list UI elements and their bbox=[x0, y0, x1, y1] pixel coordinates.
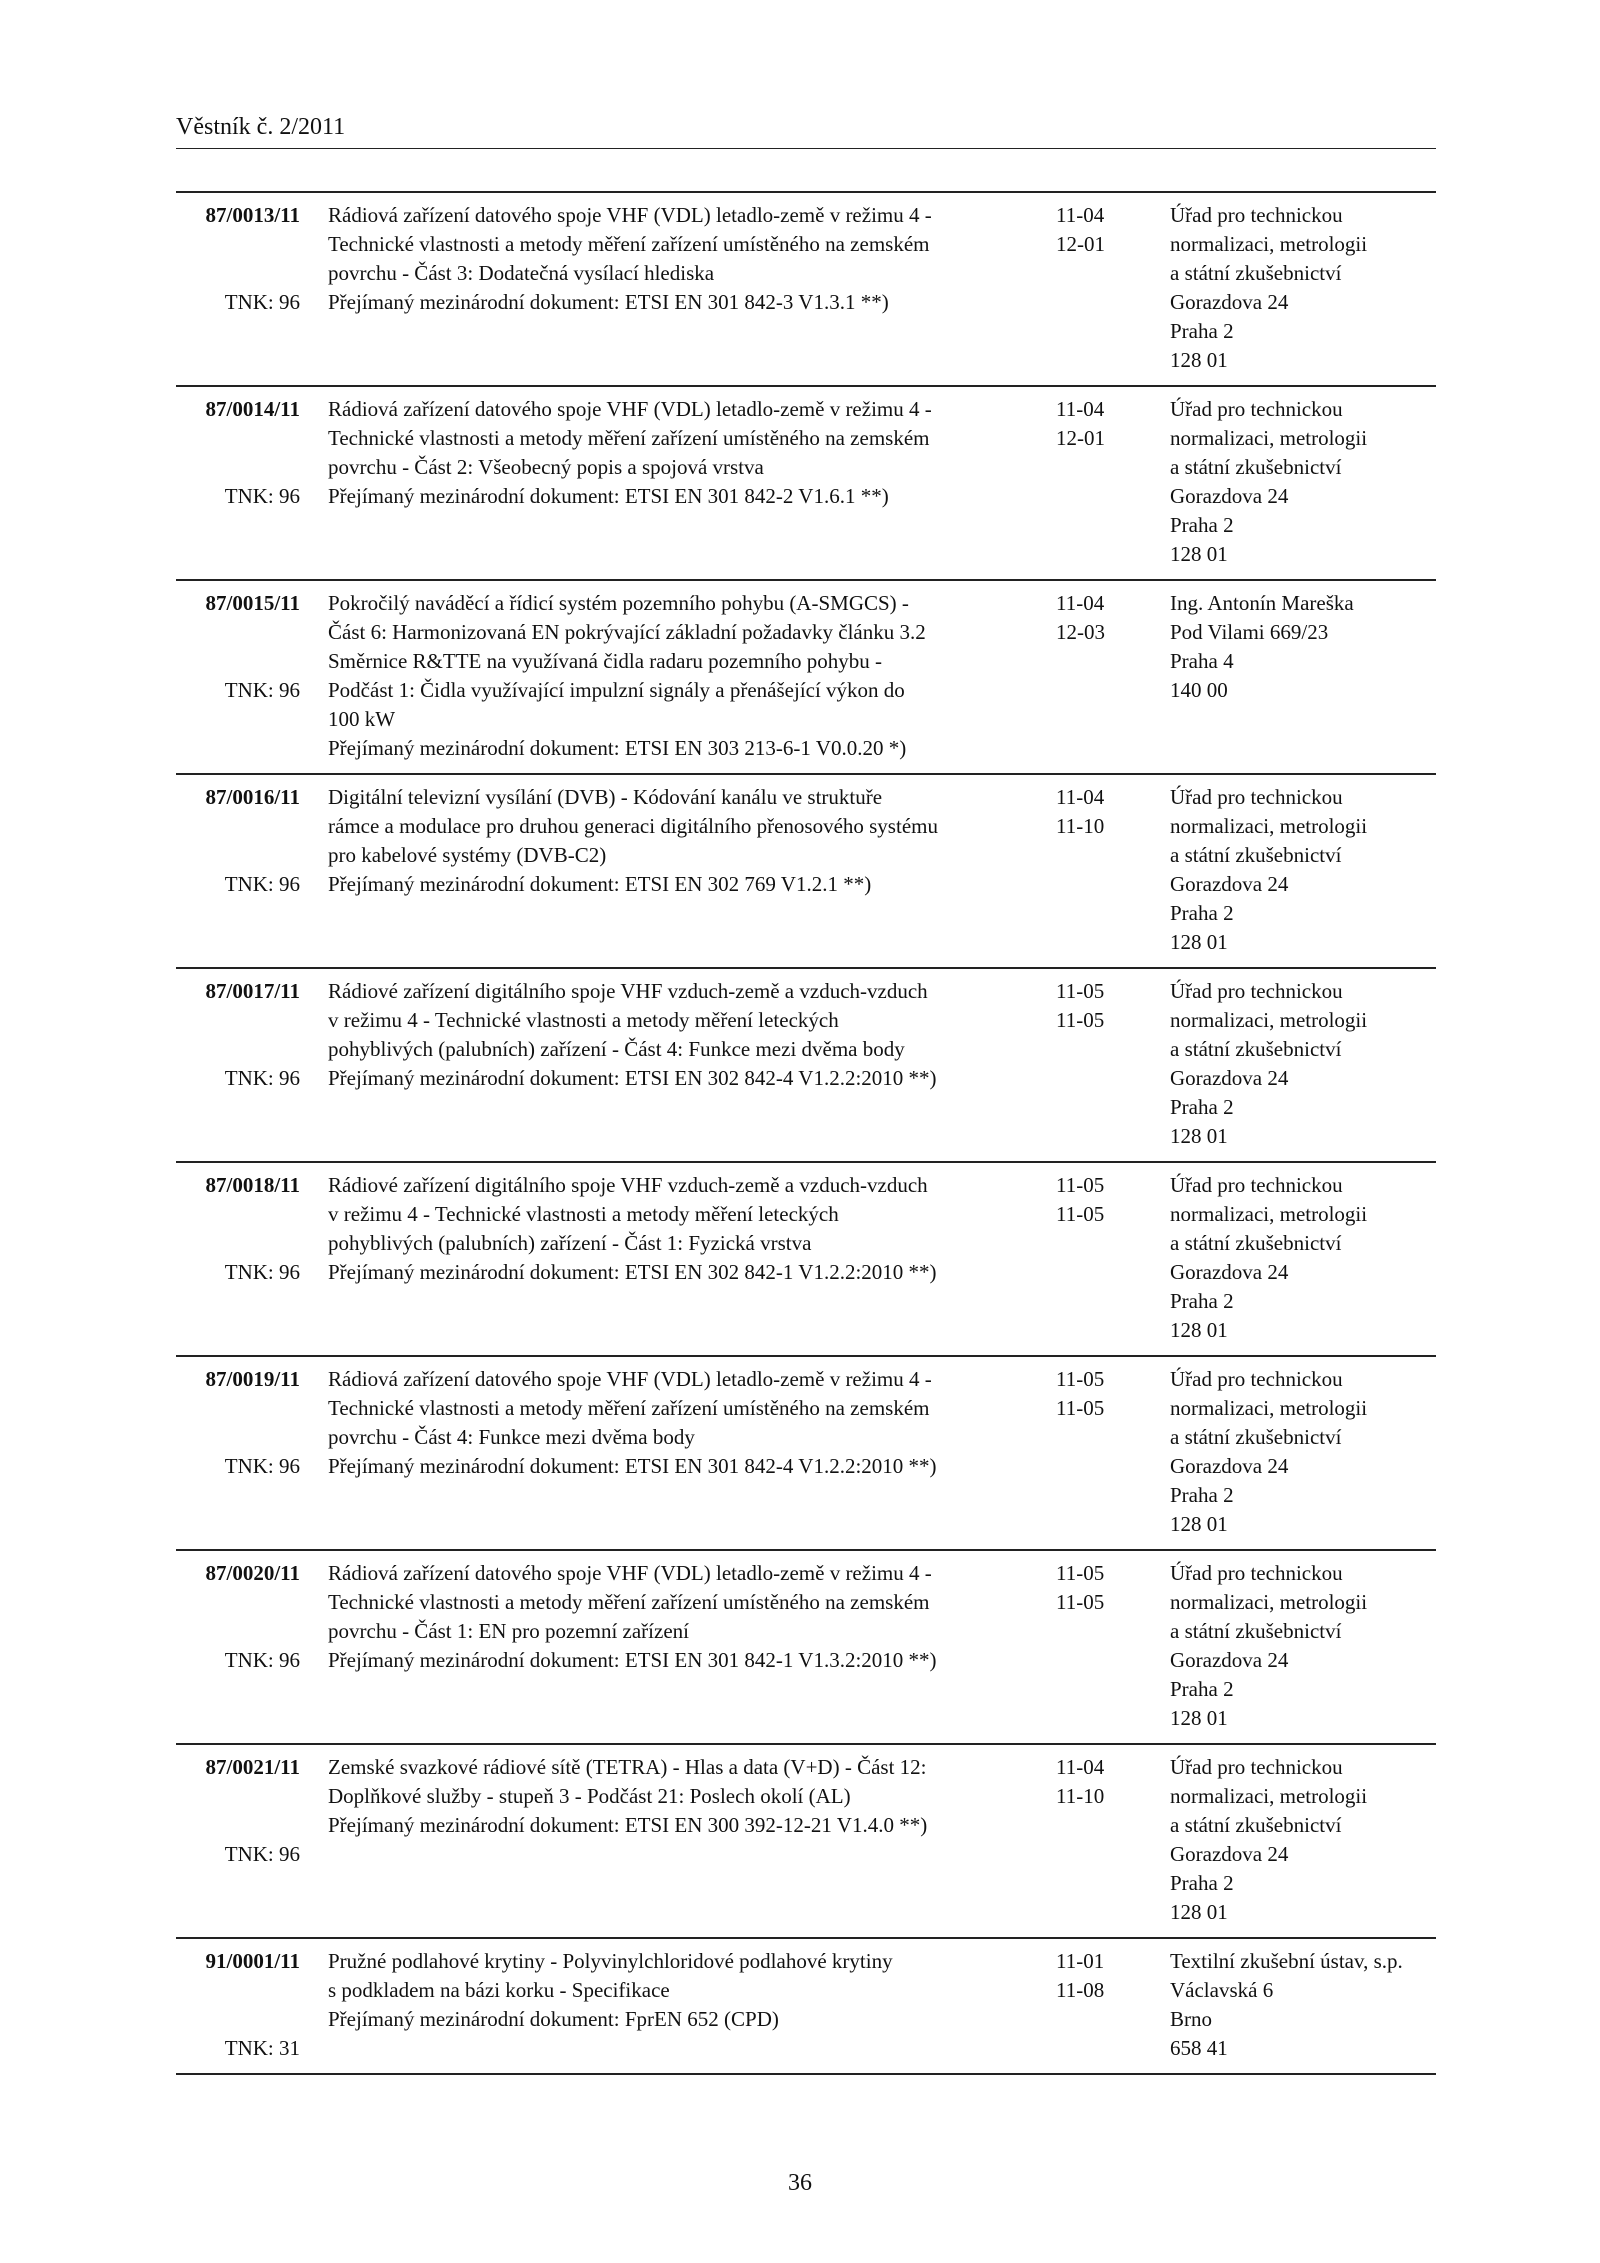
description-cell bbox=[328, 1947, 1048, 2034]
registration-number: 87/0019/11 bbox=[205, 1367, 300, 1391]
date-value: 11-05 bbox=[1056, 979, 1105, 1003]
description-line: Rádiové zařízení digitálního spoje VHF vzduch-země a vzduch-vzduch bbox=[328, 979, 928, 1003]
organization-line: Úřad pro technickou bbox=[1170, 397, 1343, 421]
description-cell bbox=[328, 1559, 1048, 1675]
organization-line: a státní zkušebnictví bbox=[1170, 1813, 1342, 1837]
description-line: pohyblivých (palubních) zařízení - Část 1: Fyzická vrstva bbox=[328, 1231, 812, 1255]
table-row bbox=[176, 775, 1436, 969]
organization-line: normalizaci, metrologii bbox=[1170, 426, 1368, 450]
entry-id-cell bbox=[176, 395, 300, 569]
organization-line: Praha 2 bbox=[1170, 1483, 1234, 1507]
entry-id-cell bbox=[176, 1753, 300, 1927]
organization-cell bbox=[1170, 1171, 1436, 1345]
description-line: Přejímaný mezinárodní dokument: ETSI EN 300 392-12-21 V1.4.0 **) bbox=[328, 1813, 928, 1837]
description-line: Zemské svazkové rádiové sítě (TETRA) - Hlas a data (V+D) - Část 12: bbox=[328, 1755, 927, 1779]
organization-line: Úřad pro technickou bbox=[1170, 1173, 1343, 1197]
organization-line: a státní zkušebnictví bbox=[1170, 1619, 1342, 1643]
description-line: Doplňkové služby - stupeň 3 - Podčást 21: Poslech okolí (AL) bbox=[328, 1784, 851, 1808]
table-row bbox=[176, 193, 1436, 387]
table-row bbox=[176, 1163, 1436, 1357]
date-value: 11-04 bbox=[1056, 591, 1105, 615]
description-line: Technické vlastnosti a metody měření zařízení umístěného na zemském bbox=[328, 1590, 930, 1614]
entry-id-cell bbox=[176, 1171, 300, 1345]
table-row bbox=[176, 1939, 1436, 2075]
organization-line: Gorazdova 24 bbox=[1170, 1260, 1289, 1284]
date-value: 11-04 bbox=[1056, 203, 1105, 227]
date-value: 11-05 bbox=[1056, 1173, 1105, 1197]
description-line: Rádiová zařízení datového spoje VHF (VDL) letadlo-země v režimu 4 - bbox=[328, 203, 932, 227]
date-value: 12-03 bbox=[1056, 620, 1105, 644]
description-cell bbox=[328, 1753, 1048, 1840]
page-title: Věstník č. 2/2011 bbox=[176, 114, 346, 140]
date-value: 11-10 bbox=[1056, 1784, 1105, 1808]
organization-line: 140 00 bbox=[1170, 678, 1228, 702]
description-line: Část 6: Harmonizovaná EN pokrývající základní požadavky článku 3.2 bbox=[328, 620, 926, 644]
description-cell bbox=[328, 589, 1048, 763]
organization-line: Praha 4 bbox=[1170, 649, 1234, 673]
tnk-label: TNK: 96 bbox=[224, 1648, 300, 1672]
registration-number: 87/0017/11 bbox=[205, 979, 300, 1003]
entry-id-cell bbox=[176, 1947, 300, 2063]
description-line: Přejímaný mezinárodní dokument: FprEN 652 (CPD) bbox=[328, 2007, 779, 2031]
description-line: Rádiová zařízení datového spoje VHF (VDL) letadlo-země v režimu 4 - bbox=[328, 1561, 932, 1585]
date-value: 11-04 bbox=[1056, 397, 1105, 421]
description-line: povrchu - Část 1: EN pro pozemní zařízení bbox=[328, 1619, 689, 1643]
organization-line: normalizaci, metrologii bbox=[1170, 232, 1368, 256]
description-line: rámce a modulace pro druhou generaci digitálního přenosového systému bbox=[328, 814, 938, 838]
tnk-label: TNK: 96 bbox=[224, 1454, 300, 1478]
entry-id-cell bbox=[176, 783, 300, 957]
tnk-label: TNK: 96 bbox=[224, 872, 300, 896]
description-line: Směrnice R&TTE na využívaná čidla radaru pozemního pohybu - bbox=[328, 649, 882, 673]
organization-line: Gorazdova 24 bbox=[1170, 290, 1289, 314]
organization-line: normalizaci, metrologii bbox=[1170, 1008, 1368, 1032]
description-line: Přejímaný mezinárodní dokument: ETSI EN 301 842-4 V1.2.2:2010 **) bbox=[328, 1454, 937, 1478]
description-line: Přejímaný mezinárodní dokument: ETSI EN 303 213-6-1 V0.0.20 *) bbox=[328, 736, 907, 760]
date-value: 12-01 bbox=[1056, 232, 1105, 256]
registration-number: 87/0014/11 bbox=[205, 397, 300, 421]
organization-line: Praha 2 bbox=[1170, 513, 1234, 537]
organization-line: Brno bbox=[1170, 2007, 1212, 2031]
entry-id-cell bbox=[176, 201, 300, 375]
organization-cell bbox=[1170, 589, 1436, 705]
description-line: s podkladem na bázi korku - Specifikace bbox=[328, 1978, 670, 2002]
description-line: Pokročilý naváděcí a řídicí systém pozemního pohybu (A-SMGCS) - bbox=[328, 591, 909, 615]
dates-cell bbox=[1056, 1753, 1146, 1811]
description-line: Rádiová zařízení datového spoje VHF (VDL) letadlo-země v režimu 4 - bbox=[328, 1367, 932, 1391]
organization-line: Textilní zkušební ústav, s.p. bbox=[1170, 1949, 1403, 1973]
tnk-label: TNK: 96 bbox=[224, 678, 300, 702]
dates-cell bbox=[1056, 201, 1146, 259]
organization-line: 128 01 bbox=[1170, 1512, 1228, 1536]
registration-number: 91/0001/11 bbox=[205, 1949, 300, 1973]
description-line: Technické vlastnosti a metody měření zařízení umístěného na zemském bbox=[328, 1396, 930, 1420]
organization-line: Úřad pro technickou bbox=[1170, 785, 1343, 809]
description-line: Přejímaný mezinárodní dokument: ETSI EN 302 842-1 V1.2.2:2010 **) bbox=[328, 1260, 937, 1284]
organization-line: Praha 2 bbox=[1170, 901, 1234, 925]
registration-number: 87/0021/11 bbox=[205, 1755, 300, 1779]
organization-line: 128 01 bbox=[1170, 1900, 1228, 1924]
organization-cell bbox=[1170, 977, 1436, 1151]
description-line: Pružné podlahové krytiny - Polyvinylchloridové podlahové krytiny bbox=[328, 1949, 893, 1973]
organization-line: Gorazdova 24 bbox=[1170, 1842, 1289, 1866]
description-line: Přejímaný mezinárodní dokument: ETSI EN 302 769 V1.2.1 **) bbox=[328, 872, 872, 896]
organization-line: normalizaci, metrologii bbox=[1170, 1784, 1368, 1808]
organization-cell bbox=[1170, 1947, 1436, 2063]
organization-line: 128 01 bbox=[1170, 1706, 1228, 1730]
description-line: Přejímaný mezinárodní dokument: ETSI EN 301 842-2 V1.6.1 **) bbox=[328, 484, 889, 508]
date-value: 11-05 bbox=[1056, 1561, 1105, 1585]
organization-line: Gorazdova 24 bbox=[1170, 1648, 1289, 1672]
organization-line: 128 01 bbox=[1170, 1318, 1228, 1342]
description-line: pro kabelové systémy (DVB-C2) bbox=[328, 843, 607, 867]
organization-cell bbox=[1170, 1559, 1436, 1733]
organization-line: a státní zkušebnictví bbox=[1170, 455, 1342, 479]
registration-number: 87/0020/11 bbox=[205, 1561, 300, 1585]
organization-line: normalizaci, metrologii bbox=[1170, 1590, 1368, 1614]
organization-line: Praha 2 bbox=[1170, 319, 1234, 343]
organization-line: Úřad pro technickou bbox=[1170, 203, 1343, 227]
description-line: Rádiová zařízení datového spoje VHF (VDL) letadlo-země v režimu 4 - bbox=[328, 397, 932, 421]
table-row bbox=[176, 1551, 1436, 1745]
description-cell bbox=[328, 1365, 1048, 1481]
standards-table bbox=[176, 191, 1436, 2075]
organization-line: Gorazdova 24 bbox=[1170, 484, 1289, 508]
organization-cell bbox=[1170, 1753, 1436, 1927]
dates-cell bbox=[1056, 1559, 1146, 1617]
description-line: Podčást 1: Čidla využívající impulzní signály a přenášející výkon do bbox=[328, 678, 905, 702]
date-value: 11-10 bbox=[1056, 814, 1105, 838]
description-cell bbox=[328, 201, 1048, 317]
organization-line: a státní zkušebnictví bbox=[1170, 843, 1342, 867]
description-line: Technické vlastnosti a metody měření zařízení umístěného na zemském bbox=[328, 232, 930, 256]
organization-line: Praha 2 bbox=[1170, 1677, 1234, 1701]
organization-line: 658 41 bbox=[1170, 2036, 1228, 2060]
organization-line: Gorazdova 24 bbox=[1170, 1066, 1289, 1090]
date-value: 11-01 bbox=[1056, 1949, 1105, 1973]
page-number: 36 bbox=[788, 2170, 812, 2196]
registration-number: 87/0013/11 bbox=[205, 203, 300, 227]
dates-cell bbox=[1056, 589, 1146, 647]
description-line: Přejímaný mezinárodní dokument: ETSI EN 302 842-4 V1.2.2:2010 **) bbox=[328, 1066, 937, 1090]
organization-line: a státní zkušebnictví bbox=[1170, 1425, 1342, 1449]
organization-line: 128 01 bbox=[1170, 348, 1228, 372]
entry-id-cell bbox=[176, 589, 300, 763]
description-line: Technické vlastnosti a metody měření zařízení umístěného na zemském bbox=[328, 426, 930, 450]
entry-id-cell bbox=[176, 977, 300, 1151]
organization-line: Gorazdova 24 bbox=[1170, 872, 1289, 896]
organization-cell bbox=[1170, 783, 1436, 957]
date-value: 11-05 bbox=[1056, 1008, 1105, 1032]
organization-line: Gorazdova 24 bbox=[1170, 1454, 1289, 1478]
description-line: povrchu - Část 4: Funkce mezi dvěma body bbox=[328, 1425, 695, 1449]
organization-line: a státní zkušebnictví bbox=[1170, 261, 1342, 285]
description-cell bbox=[328, 1171, 1048, 1287]
description-line: Digitální televizní vysílání (DVB) - Kódování kanálu ve struktuře bbox=[328, 785, 883, 809]
table-row bbox=[176, 581, 1436, 775]
organization-line: 128 01 bbox=[1170, 1124, 1228, 1148]
dates-cell bbox=[1056, 1947, 1146, 2005]
tnk-label: TNK: 96 bbox=[224, 1260, 300, 1284]
table-row bbox=[176, 1745, 1436, 1939]
entry-id-cell bbox=[176, 1559, 300, 1733]
description-line: Rádiové zařízení digitálního spoje VHF vzduch-země a vzduch-vzduch bbox=[328, 1173, 928, 1197]
organization-line: a státní zkušebnictví bbox=[1170, 1231, 1342, 1255]
tnk-label: TNK: 96 bbox=[224, 1842, 300, 1866]
organization-line: Úřad pro technickou bbox=[1170, 1367, 1343, 1391]
dates-cell bbox=[1056, 977, 1146, 1035]
organization-line: normalizaci, metrologii bbox=[1170, 1396, 1368, 1420]
organization-line: normalizaci, metrologii bbox=[1170, 814, 1368, 838]
date-value: 11-08 bbox=[1056, 1978, 1105, 2002]
dates-cell bbox=[1056, 1171, 1146, 1229]
dates-cell bbox=[1056, 783, 1146, 841]
organization-line: Ing. Antonín Mareška bbox=[1170, 591, 1354, 615]
organization-cell bbox=[1170, 395, 1436, 569]
registration-number: 87/0018/11 bbox=[205, 1173, 300, 1197]
registration-number: 87/0016/11 bbox=[205, 785, 300, 809]
organization-line: Praha 2 bbox=[1170, 1289, 1234, 1313]
description-line: v režimu 4 - Technické vlastnosti a metody měření leteckých bbox=[328, 1008, 839, 1032]
date-value: 12-01 bbox=[1056, 426, 1105, 450]
date-value: 11-05 bbox=[1056, 1396, 1105, 1420]
page-header bbox=[176, 108, 1436, 149]
organization-line: Úřad pro technickou bbox=[1170, 1755, 1343, 1779]
dates-cell bbox=[1056, 1365, 1146, 1423]
organization-cell bbox=[1170, 1365, 1436, 1539]
description-line: Přejímaný mezinárodní dokument: ETSI EN 301 842-1 V1.3.2:2010 **) bbox=[328, 1648, 937, 1672]
date-value: 11-05 bbox=[1056, 1202, 1105, 1226]
description-line: Přejímaný mezinárodní dokument: ETSI EN 301 842-3 V1.3.1 **) bbox=[328, 290, 889, 314]
registration-number: 87/0015/11 bbox=[205, 591, 300, 615]
description-cell bbox=[328, 977, 1048, 1093]
organization-line: a státní zkušebnictví bbox=[1170, 1037, 1342, 1061]
description-line: povrchu - Část 3: Dodatečná vysílací hlediska bbox=[328, 261, 715, 285]
table-row bbox=[176, 387, 1436, 581]
tnk-label: TNK: 96 bbox=[224, 484, 300, 508]
organization-line: normalizaci, metrologii bbox=[1170, 1202, 1368, 1226]
description-cell bbox=[328, 395, 1048, 511]
tnk-label: TNK: 96 bbox=[224, 290, 300, 314]
organization-line: Praha 2 bbox=[1170, 1095, 1234, 1119]
organization-cell bbox=[1170, 201, 1436, 375]
table-row bbox=[176, 969, 1436, 1163]
date-value: 11-04 bbox=[1056, 1755, 1105, 1779]
description-line: povrchu - Část 2: Všeobecný popis a spojová vrstva bbox=[328, 455, 764, 479]
organization-line: Praha 2 bbox=[1170, 1871, 1234, 1895]
tnk-label: TNK: 31 bbox=[224, 2036, 300, 2060]
entry-id-cell bbox=[176, 1365, 300, 1539]
organization-line: Pod Vilami 669/23 bbox=[1170, 620, 1329, 644]
organization-line: Úřad pro technickou bbox=[1170, 979, 1343, 1003]
description-line: 100 kW bbox=[328, 707, 396, 731]
date-value: 11-04 bbox=[1056, 785, 1105, 809]
organization-line: 128 01 bbox=[1170, 542, 1228, 566]
date-value: 11-05 bbox=[1056, 1367, 1105, 1391]
description-line: pohyblivých (palubních) zařízení - Část 4: Funkce mezi dvěma body bbox=[328, 1037, 905, 1061]
dates-cell bbox=[1056, 395, 1146, 453]
organization-line: Úřad pro technickou bbox=[1170, 1561, 1343, 1585]
organization-line: 128 01 bbox=[1170, 930, 1228, 954]
description-cell bbox=[328, 783, 1048, 899]
tnk-label: TNK: 96 bbox=[224, 1066, 300, 1090]
organization-line: Václavská 6 bbox=[1170, 1978, 1274, 2002]
table-row bbox=[176, 1357, 1436, 1551]
date-value: 11-05 bbox=[1056, 1590, 1105, 1614]
description-line: v režimu 4 - Technické vlastnosti a metody měření leteckých bbox=[328, 1202, 839, 1226]
